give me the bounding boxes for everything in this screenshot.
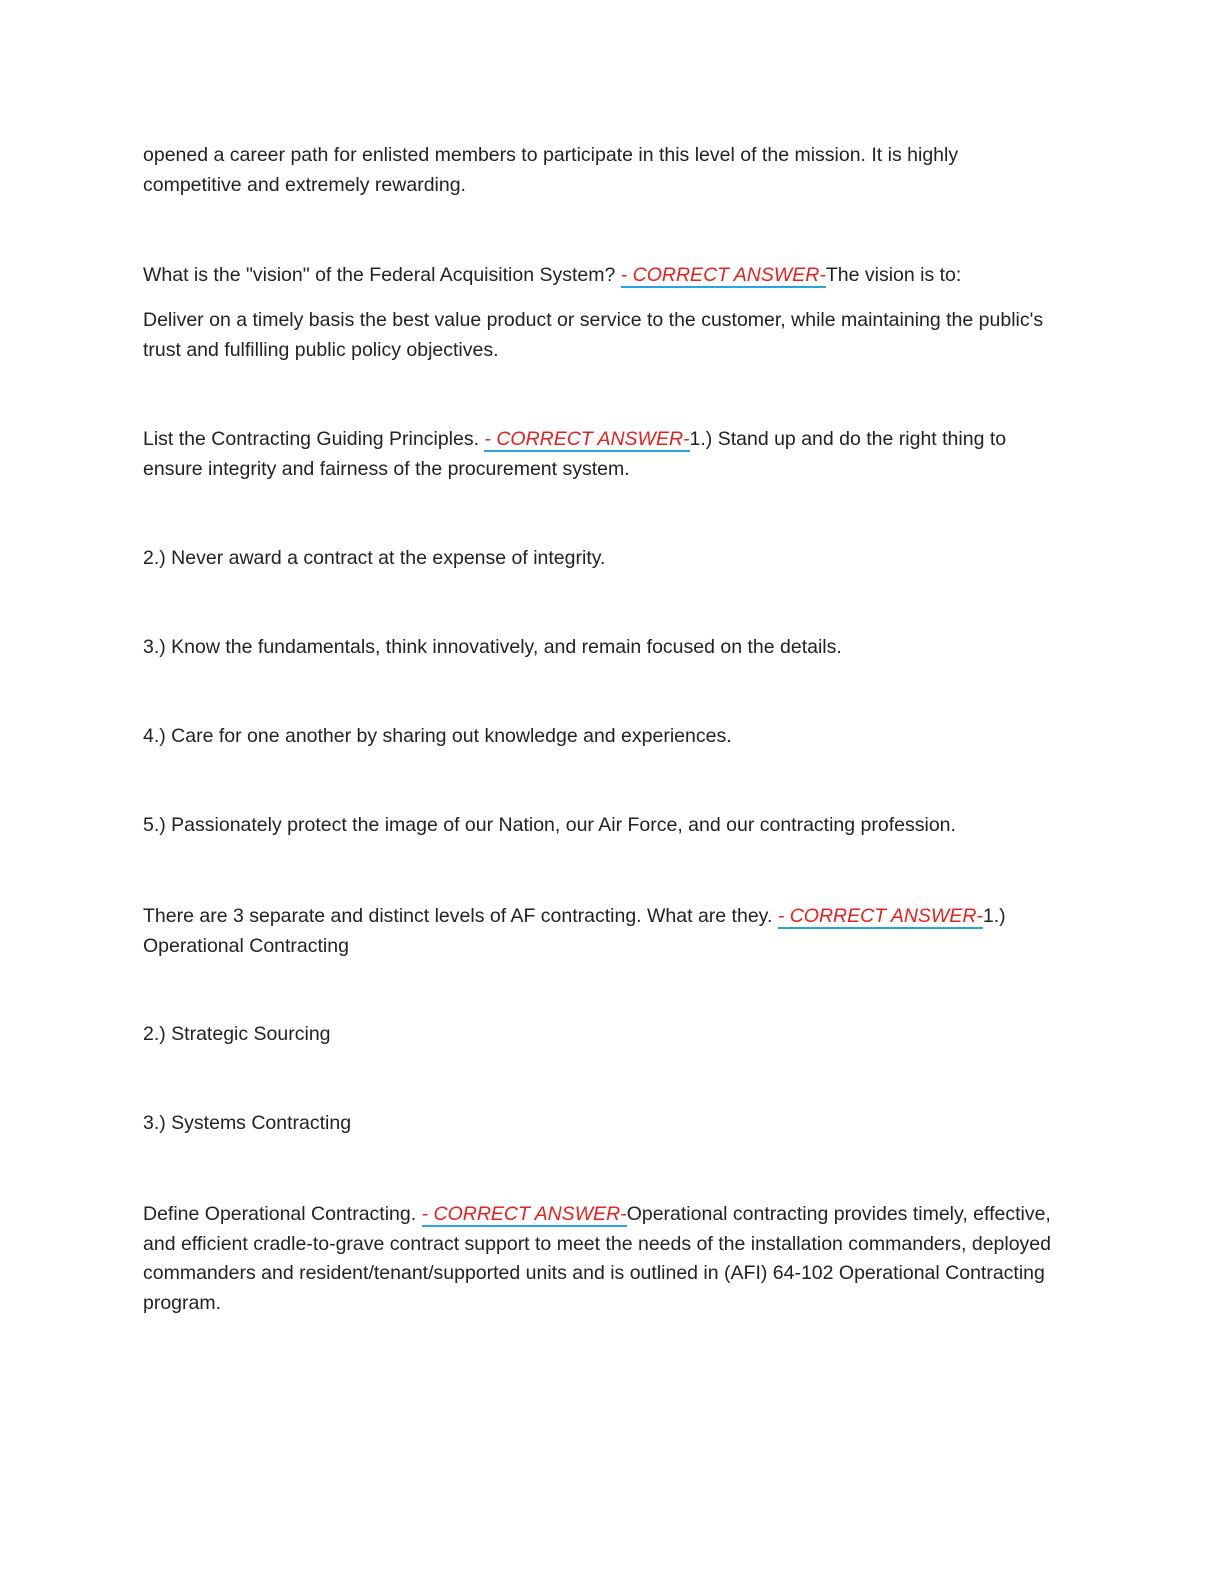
question-vision [143,261,1053,291]
list-item-principle-4 [143,722,1053,752]
paragraph-career-path [143,141,1053,200]
answer-text: The vision is to: [825,264,962,286]
question-text: There are 3 separate and distinct levels of AF contracting. What are they. [143,905,778,927]
list-item-principle-5 [143,811,1053,841]
paragraph-text: opened a career path for enlisted members to participate in this level of the mission. It is highly competitive and extremely rewarding. [143,144,959,196]
paragraph-vision-detail [143,306,1053,365]
question-text: What is the "vision" of the Federal Acquisition System? [143,264,621,286]
list-item-level-3 [143,1109,1053,1139]
list-item-text: 3.) Know the fundamentals, think innovatively, and remain focused on the details. [143,636,842,658]
question-text: List the Contracting Guiding Principles. [143,428,485,450]
question-guiding-principles [143,425,1053,484]
answer-text: 1.) Stand up and do the right thing to ensure integrity and fairness of the procurement system. [143,428,1007,480]
list-item-text: 2.) Never award a contract at the expense of integrity. [143,547,606,569]
correct-answer-marker: - CORRECT ANSWER- [777,905,983,927]
list-item-text: 5.) Passionately protect the image of our Nation, our Air Force, and our contracting profession. [143,814,956,836]
question-text: Define Operational Contracting. [143,1203,422,1225]
list-item-text: 2.) Strategic Sourcing [143,1023,331,1045]
list-item-principle-2 [143,544,1053,574]
question-operational-contracting [143,1200,1053,1318]
paragraph-text: Deliver on a timely basis the best value product or service to the customer, while maintaining the public's trust and fulfilling public policy objectives. [143,309,1044,361]
correct-answer-marker: - CORRECT ANSWER- [484,428,690,450]
answer-text: Operational contracting provides timely, effective, and efficient cradle-to-grave contract support to meet the needs of the installation commanders, deployed commanders and resident/tenant/supported units and is outlined in (AFI) 64-102 Operational Contracting program. [143,1203,1051,1314]
list-item-level-2 [143,1020,1053,1050]
list-item-principle-3 [143,633,1053,663]
question-contracting-levels [143,902,1053,961]
list-item-text: 3.) Systems Contracting [143,1112,352,1134]
answer-text: 1.) Operational Contracting [143,905,1006,957]
correct-answer-marker: - CORRECT ANSWER- [421,1203,627,1225]
list-item-text: 4.) Care for one another by sharing out knowledge and experiences. [143,725,732,747]
correct-answer-marker: - CORRECT ANSWER- [620,264,826,286]
